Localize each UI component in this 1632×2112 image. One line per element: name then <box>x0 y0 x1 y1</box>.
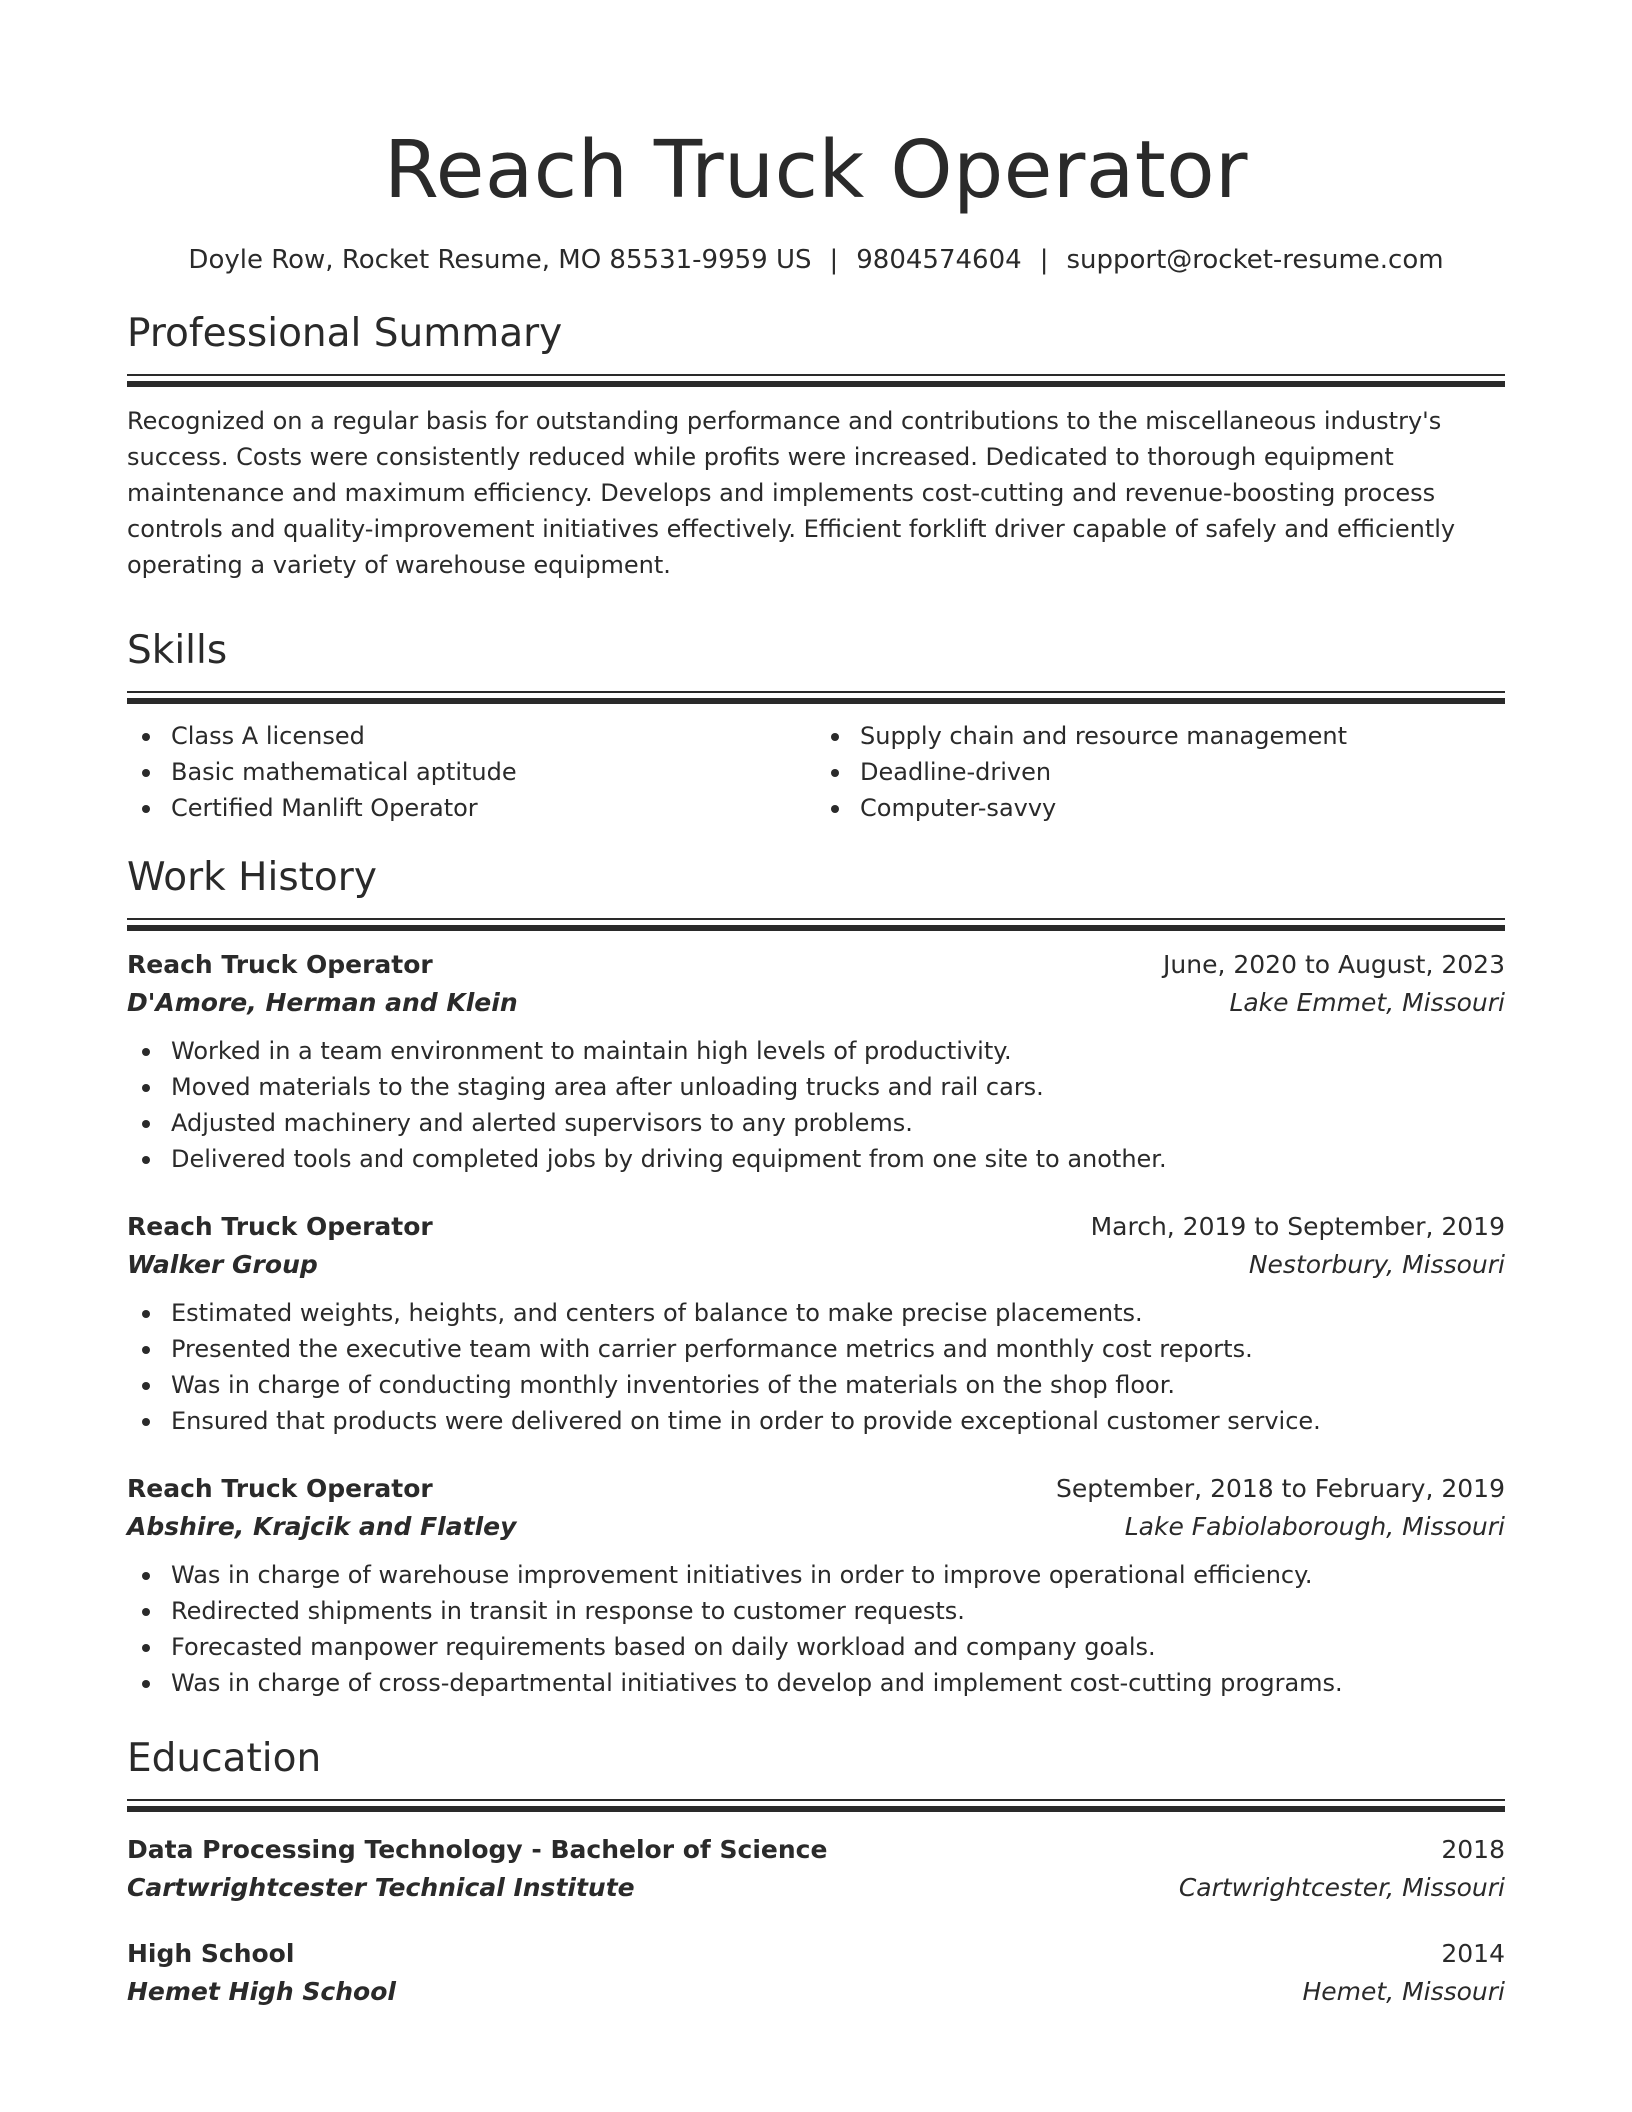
job-duties <box>127 1033 1505 1177</box>
contact-separator: | <box>1039 245 1049 275</box>
job-location: Lake Fabiolaborough, Missouri <box>1124 1512 1505 1541</box>
section-title: Education <box>127 1736 322 1781</box>
job-entry <box>127 947 1505 1177</box>
job-dates: March, 2019 to September, 2019 <box>1090 1212 1505 1241</box>
degree: High School <box>127 1939 295 1968</box>
graduation-year: 2018 <box>1441 1835 1505 1864</box>
education-subheader <box>127 1868 1505 1908</box>
job-entry <box>127 1209 1505 1439</box>
school-location: Cartwrightcester, Missouri <box>1178 1873 1505 1902</box>
duty-item: Worked in a team environment to maintain high levels of productivity. <box>127 1033 1505 1069</box>
job-title: Reach Truck Operator <box>127 1212 433 1241</box>
duty-item: Moved materials to the staging area after unloading trucks and rail cars. <box>127 1069 1505 1105</box>
duty-item: Ensured that products were delivered on time in order to provide exceptional customer service. <box>127 1403 1505 1439</box>
job-location: Nestorbury, Missouri <box>1248 1250 1505 1279</box>
job-header <box>127 1209 1505 1245</box>
section-divider <box>127 691 1505 704</box>
summary-text: Recognized on a regular basis for outstanding performance and contributions to the miscellaneous industry's success. Costs were consistently reduced while profits were increased. Dedicated to thorough equipment maintenance and maximum efficiency. Develops and implements cost-cutting and revenue-boosting process controls and quality-improvement initiatives effectively. Efficient forklift driver capable of safely and efficiently operating a variety of warehouse equipment. <box>127 407 1456 579</box>
candidate-name: Reach Truck Operator <box>383 124 1249 216</box>
job-dates: June, 2020 to August, 2023 <box>1163 950 1505 979</box>
job-dates: September, 2018 to February, 2019 <box>1056 1474 1505 1503</box>
job-title: Reach Truck Operator <box>127 950 433 979</box>
section-divider <box>127 1799 1505 1812</box>
section-title: Work History <box>127 855 377 900</box>
degree: Data Processing Technology - Bachelor of Science <box>127 1835 828 1864</box>
job-header <box>127 947 1505 983</box>
school-location: Hemet, Missouri <box>1302 1977 1505 2006</box>
work-history-section <box>127 854 1505 1701</box>
skill-item: Deadline-driven <box>816 754 1505 790</box>
education-header <box>127 1936 1505 1972</box>
duty-item: Delivered tools and completed jobs by driving equipment from one site to another. <box>127 1141 1505 1177</box>
job-duties <box>127 1295 1505 1439</box>
job-duties <box>127 1557 1505 1701</box>
job-entry <box>127 1471 1505 1701</box>
contact-line <box>127 244 1505 276</box>
graduation-year: 2014 <box>1441 1939 1505 1968</box>
job-subheader <box>127 1507 1505 1547</box>
skill-item: Computer-savvy <box>816 790 1505 826</box>
duty-item: Was in charge of warehouse improvement initiatives in order to improve operational efficiency. <box>127 1557 1505 1593</box>
company-name: D'Amore, Herman and Klein <box>127 988 518 1017</box>
job-title: Reach Truck Operator <box>127 1474 433 1503</box>
duty-item: Was in charge of conducting monthly inventories of the materials on the shop floor. <box>127 1367 1505 1403</box>
skills-column-left <box>127 718 816 826</box>
duty-item: Adjusted machinery and alerted supervisors to any problems. <box>127 1105 1505 1141</box>
skill-item: Certified Manlift Operator <box>127 790 816 826</box>
section-title: Skills <box>127 628 228 673</box>
phone: 9804574604 <box>856 245 1022 275</box>
job-subheader <box>127 983 1505 1023</box>
company-name: Walker Group <box>127 1250 318 1279</box>
duty-item: Forecasted manpower requirements based on daily workload and company goals. <box>127 1629 1505 1665</box>
skills-section <box>127 627 1505 826</box>
education-header <box>127 1832 1505 1868</box>
education-entry <box>127 1936 1505 2012</box>
contact-separator: | <box>829 245 839 275</box>
school-name: Hemet High School <box>127 1977 396 2006</box>
skill-item: Class A licensed <box>127 718 816 754</box>
job-header <box>127 1471 1505 1507</box>
duty-item: Presented the executive team with carrier performance metrics and monthly cost reports. <box>127 1331 1505 1367</box>
education-section <box>127 1735 1505 2012</box>
job-location: Lake Emmet, Missouri <box>1229 988 1505 1017</box>
section-divider <box>127 918 1505 931</box>
section-title: Professional Summary <box>127 311 563 356</box>
duty-item: Estimated weights, heights, and centers of balance to make precise placements. <box>127 1295 1505 1331</box>
education-subheader <box>127 1972 1505 2012</box>
job-subheader <box>127 1245 1505 1285</box>
duty-item: Was in charge of cross-departmental initiatives to develop and implement cost-cutting programs. <box>127 1665 1505 1701</box>
company-name: Abshire, Krajcik and Flatley <box>127 1512 517 1541</box>
skill-item: Basic mathematical aptitude <box>127 754 816 790</box>
skill-item: Supply chain and resource management <box>816 718 1505 754</box>
section-divider <box>127 374 1505 387</box>
education-entry <box>127 1832 1505 1908</box>
summary-section <box>127 310 1505 583</box>
skills-column-right <box>816 718 1505 826</box>
email[interactable]: support@rocket-resume.com <box>1066 245 1444 275</box>
address: Doyle Row, Rocket Resume, MO 85531-9959 US <box>188 245 812 275</box>
duty-item: Redirected shipments in transit in response to customer requests. <box>127 1593 1505 1629</box>
skills-grid <box>127 718 1505 826</box>
school-name: Cartwrightcester Technical Institute <box>127 1873 635 1902</box>
